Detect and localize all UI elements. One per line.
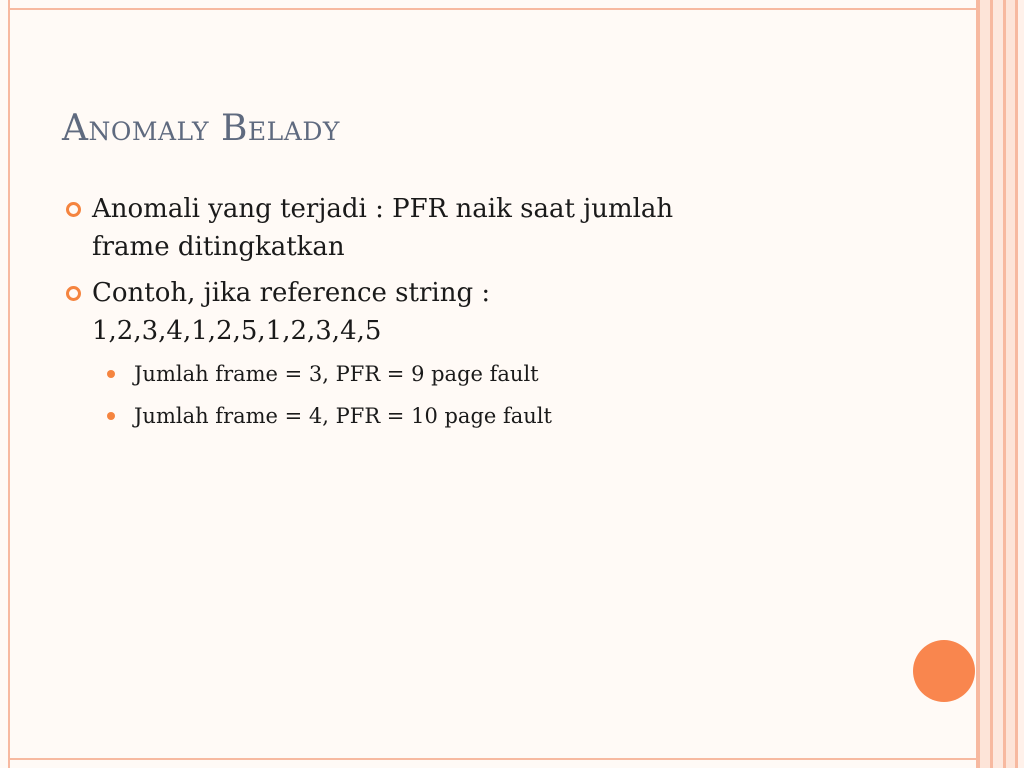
bullet-text-line: 1,2,3,4,1,2,5,1,2,3,4,5 <box>92 316 382 346</box>
sub-bullet-item <box>62 358 822 390</box>
bullet-text-line: Contoh, jika reference string : <box>92 278 491 308</box>
dot-bullet-icon <box>107 412 115 420</box>
decorative-circle <box>913 640 975 702</box>
ring-bullet-icon <box>66 202 81 217</box>
bullet-item <box>62 190 822 266</box>
bullet-item <box>62 274 822 350</box>
dot-bullet-icon <box>107 370 115 378</box>
frame-line-bottom <box>8 758 978 760</box>
sub-bullet-text: Jumlah frame = 4, PFR = 10 page fault <box>134 404 552 428</box>
sub-bullet-text: Jumlah frame = 3, PFR = 9 page fault <box>134 362 539 386</box>
bullet-text-line: frame ditingkatkan <box>92 232 345 262</box>
stripe <box>1006 0 1015 768</box>
stripe <box>980 0 990 768</box>
sub-bullet-item <box>62 400 822 432</box>
stripe <box>1018 0 1024 768</box>
sub-bullet-list <box>62 358 822 432</box>
frame-line-top <box>8 8 978 10</box>
decorative-stripes <box>976 0 1024 768</box>
slide-title: Anomaly Belady <box>62 108 340 149</box>
frame-line-left <box>8 0 10 768</box>
bullet-text-line: Anomali yang terjadi : PFR naik saat jumlah <box>92 194 674 224</box>
slide-content <box>62 190 822 442</box>
ring-bullet-icon <box>66 286 81 301</box>
stripe <box>993 0 1003 768</box>
